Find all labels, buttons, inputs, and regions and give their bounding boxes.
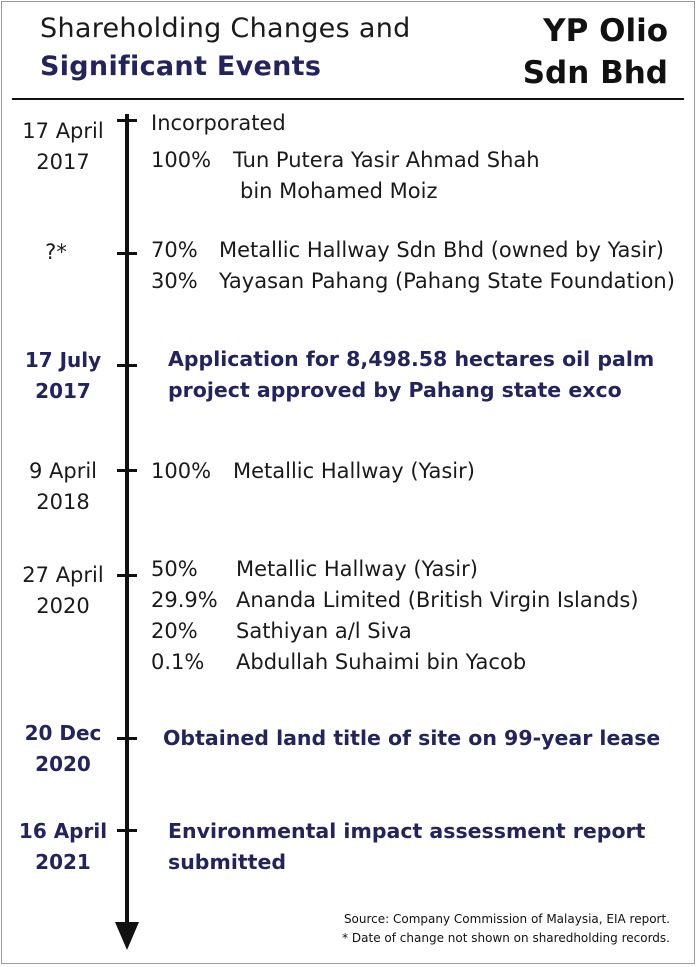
holder-percentage: 70%: [151, 238, 198, 262]
holder-name-continued: bin Mohamed Moiz: [240, 179, 438, 203]
holder-name: Yayasan Pahang (Pahang State Foundation): [219, 269, 675, 293]
holder-name: Metallic Hallway (Yasir): [233, 459, 475, 483]
date-line-2: 2017: [36, 150, 90, 174]
shareholding-entry: [151, 108, 540, 207]
event-entry: [168, 344, 654, 406]
timeline-date: [0, 560, 112, 622]
timeline-date: [0, 345, 112, 407]
infographic-title: [40, 10, 411, 86]
title-line-2: Significant Events: [40, 51, 322, 82]
holder-name: Sathiyan a/l Siva: [236, 619, 412, 643]
event-text-line-1: Obtained land title of site on 99-year lease: [163, 726, 661, 750]
date-line-1: 17 April: [22, 119, 104, 143]
source-footnote: [342, 910, 670, 948]
timeline-date: [0, 116, 112, 178]
date-line-2: 2021: [35, 850, 91, 874]
event-text-line-2: submitted: [168, 850, 287, 874]
date-line-2: 2020: [36, 594, 90, 618]
shareholding-entry: [151, 235, 675, 297]
holder-percentage: 29.9%: [151, 588, 218, 612]
date-line-2: 2020: [35, 752, 91, 776]
title-line-1: Shareholding Changes and: [40, 13, 411, 44]
date-line-1: 20 Dec: [24, 721, 102, 745]
date-line-1: 16 April: [18, 819, 108, 843]
timeline-tick: [117, 574, 137, 577]
timeline-tick: [117, 469, 137, 472]
holder-percentage: 0.1%: [151, 650, 205, 674]
timeline-date: [0, 237, 98, 268]
holder-percentage: 20%: [151, 619, 198, 643]
date-line-1: 27 April: [22, 563, 104, 587]
event-text-line-2: project approved by Pahang state exco: [168, 378, 622, 402]
date-line-1: 17 July: [24, 348, 102, 372]
event-entry: [163, 723, 660, 754]
event-text-line-1: Application for 8,498.58 hectares oil palm: [168, 347, 655, 371]
holder-percentage: 100%: [151, 148, 212, 172]
date-footnote: * Date of change not shown on sharedholding records.: [342, 931, 670, 945]
date-line-1: 9 April: [28, 459, 98, 483]
date-line-1: ?*: [45, 240, 67, 264]
event-entry: [168, 816, 645, 878]
timeline-arrowhead: [115, 922, 139, 950]
shareholding-entry: [151, 554, 639, 678]
holder-name: Tun Putera Yasir Ahmad Shah: [233, 148, 540, 172]
date-line-2: 2018: [36, 490, 90, 514]
timeline-date: [0, 718, 112, 780]
date-line-2: 2017: [35, 379, 91, 403]
timeline-tick: [117, 737, 137, 740]
event-text-line-1: Environmental impact assessment report: [168, 819, 646, 843]
header-divider: [12, 98, 684, 100]
holder-percentage: 50%: [151, 557, 198, 581]
shareholding-entry: [151, 456, 475, 487]
timeline-tick: [117, 364, 137, 367]
timeline-date: [0, 816, 112, 878]
holder-name: Metallic Hallway (Yasir): [236, 557, 478, 581]
timeline-tick: [117, 829, 137, 832]
holder-name: Ananda Limited (British Virgin Islands): [236, 588, 639, 612]
company-name: [523, 10, 668, 94]
source-credit: Source: Company Commission of Malaysia, EIA report.: [343, 912, 670, 926]
timeline-tick: [117, 119, 137, 122]
holder-name: Abdullah Suhaimi bin Yacob: [236, 650, 527, 674]
holder-name: Metallic Hallway Sdn Bhd (owned by Yasir): [219, 238, 664, 262]
entry-heading: Incorporated: [151, 111, 286, 135]
holder-percentage: 30%: [151, 269, 198, 293]
timeline-tick: [117, 252, 137, 255]
timeline-date: [0, 456, 112, 518]
company-name-line-1: YP Olio: [543, 13, 668, 49]
timeline-axis: [125, 114, 129, 932]
company-name-line-2: Sdn Bhd: [522, 55, 668, 91]
holder-percentage: 100%: [151, 459, 212, 483]
